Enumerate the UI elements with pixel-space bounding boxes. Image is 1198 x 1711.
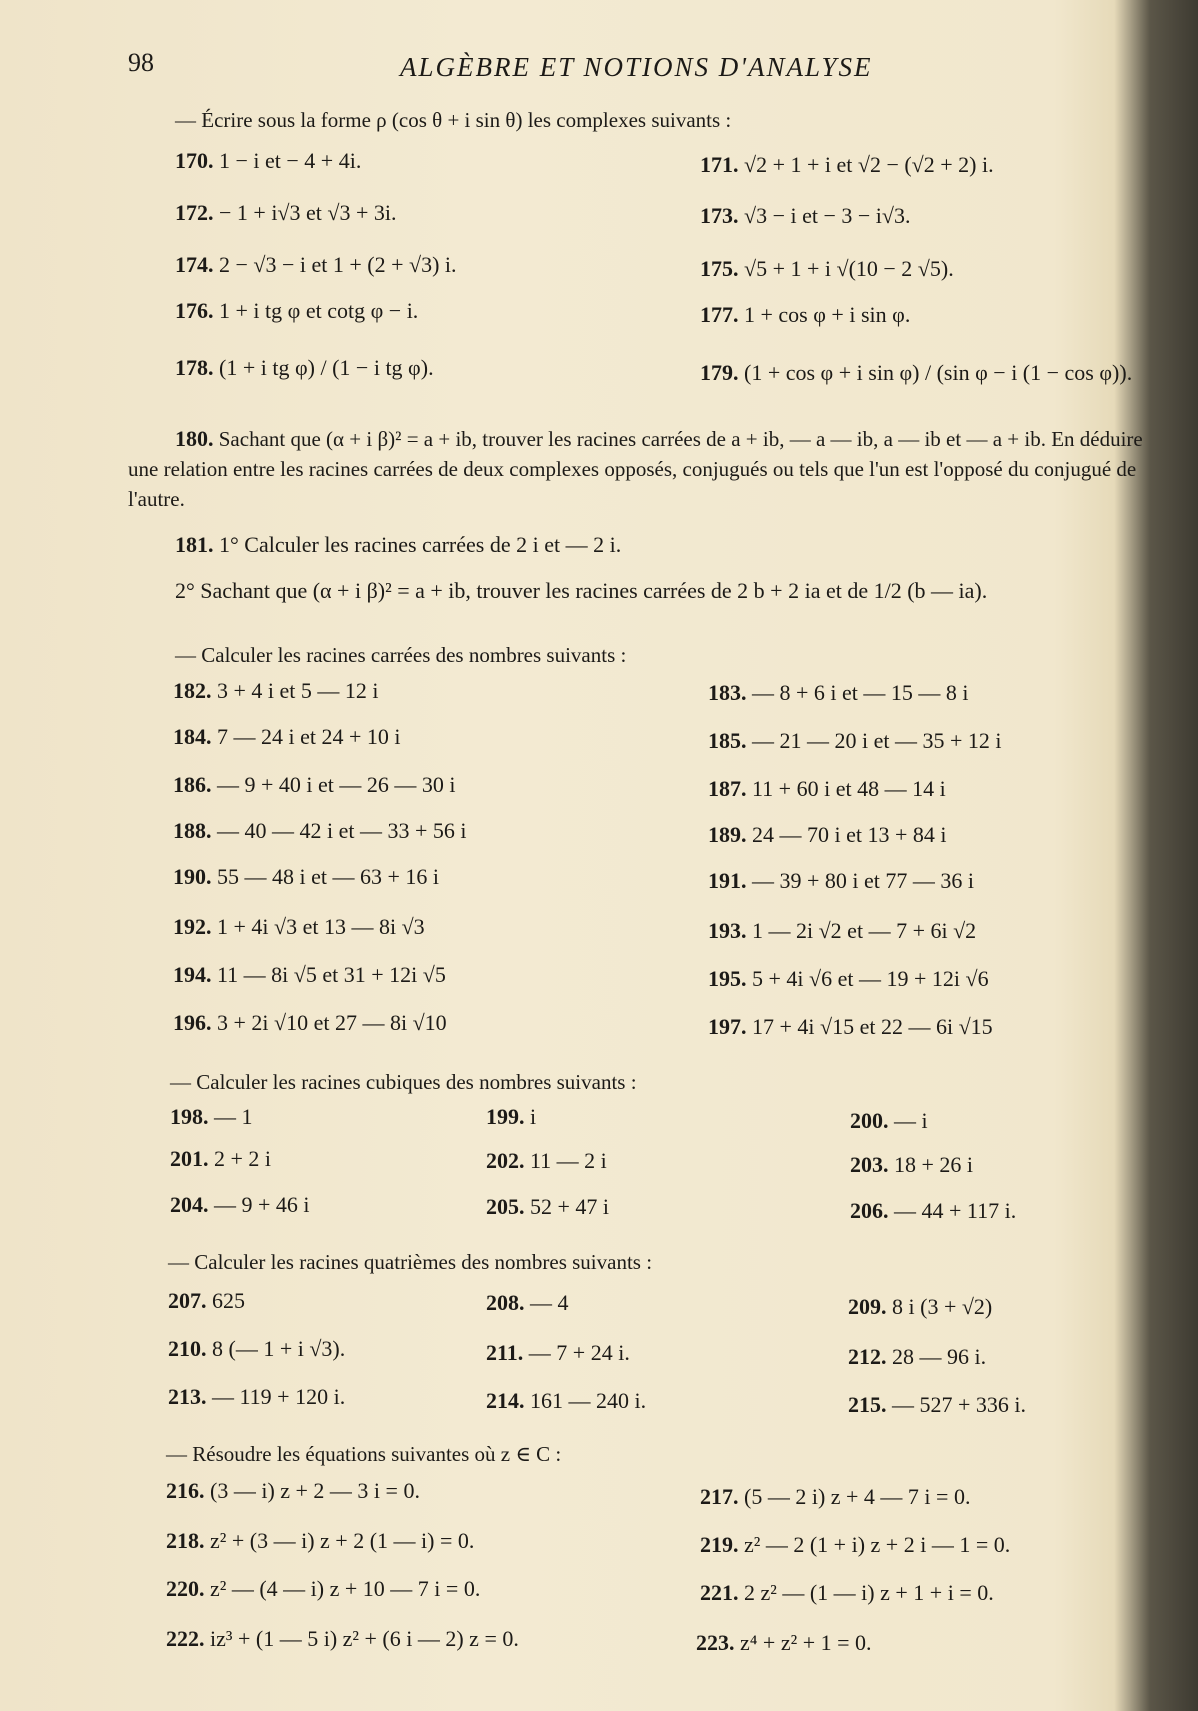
- exercise-214: 214. 161 — 240 i.: [486, 1388, 647, 1413]
- exercise-177: 177. 1 + cos φ + i sin φ.: [700, 302, 911, 327]
- exercise-198: 198. — 1: [170, 1104, 253, 1129]
- section-intro-cube-roots: — Calculer les racines cubiques des nombres suivants :: [170, 1070, 637, 1094]
- page-number: 98: [128, 48, 154, 77]
- exercise-220: 220. z² — (4 — i) z + 10 — 7 i = 0.: [166, 1576, 481, 1601]
- exercise-192: 192. 1 + 4i √3 et 13 — 8i √3: [173, 914, 425, 939]
- section-intro-polar: — Écrire sous la forme ρ (cos θ + i sin θ) les complexes suivants :: [175, 108, 732, 132]
- exercise-193: 193. 1 — 2i √2 et — 7 + 6i √2: [708, 918, 977, 943]
- exercise-175: 175. √5 + 1 + i √(10 − 2 √5).: [700, 256, 954, 281]
- exercise-222: 222. iz³ + (1 — 5 i) z² + (6 i — 2) z = 0.: [166, 1626, 519, 1651]
- exercise-200: 200. — i: [850, 1108, 928, 1133]
- exercise-203: 203. 18 + 26 i: [850, 1152, 974, 1177]
- exercise-221: 221. 2 z² — (1 — i) z + 1 + i = 0.: [700, 1580, 994, 1605]
- exercise-186: 186. — 9 + 40 i et — 26 — 30 i: [173, 772, 456, 797]
- exercise-212: 212. 28 — 96 i.: [848, 1344, 987, 1369]
- section-intro-square-roots: — Calculer les racines carrées des nombres suivants :: [175, 643, 627, 667]
- exercise-195: 195. 5 + 4i √6 et — 19 + 12i √6: [708, 966, 989, 991]
- exercise-179: 179. (1 + cos φ + i sin φ) / (sin φ − i (1 − cos φ)).: [700, 360, 1133, 385]
- exercise-217: 217. (5 — 2 i) z + 4 — 7 i = 0.: [700, 1484, 971, 1509]
- exercise-187: 187. 11 + 60 i et 48 — 14 i: [708, 776, 946, 801]
- exercise-209: 209. 8 i (3 + √2): [848, 1294, 993, 1319]
- exercise-205: 205. 52 + 47 i: [486, 1194, 610, 1219]
- exercise-202: 202. 11 — 2 i: [486, 1148, 607, 1173]
- exercise-218: 218. z² + (3 — i) z + 2 (1 — i) = 0.: [166, 1528, 475, 1553]
- exercise-184: 184. 7 — 24 i et 24 + 10 i: [173, 724, 401, 749]
- exercise-176: 176. 1 + i tg φ et cotg φ − i.: [175, 298, 419, 323]
- exercise-213: 213. — 119 + 120 i.: [168, 1384, 346, 1409]
- exercise-191: 191. — 39 + 80 i et 77 — 36 i: [708, 868, 975, 893]
- exercise-172: 172. − 1 + i√3 et √3 + 3i.: [175, 200, 397, 225]
- exercise-188: 188. — 40 — 42 i et — 33 + 56 i: [173, 818, 467, 843]
- exercise-223: 223. z⁴ + z² + 1 = 0.: [696, 1630, 872, 1655]
- exercise-201: 201. 2 + 2 i: [170, 1146, 272, 1171]
- exercise-189: 189. 24 — 70 i et 13 + 84 i: [708, 822, 947, 847]
- exercise-210: 210. 8 (— 1 + i √3).: [168, 1336, 346, 1361]
- exercise-182: 182. 3 + 4 i et 5 — 12 i: [173, 678, 379, 703]
- exercise-206: 206. — 44 + 117 i.: [850, 1198, 1017, 1223]
- exercise-181-part-2: 2° Sachant que (α + i β)² = a + ib, trouver les racines carrées de 2 b + 2 ia et de 1/2 (b — ia).: [175, 578, 988, 603]
- exercise-208: 208. — 4: [486, 1290, 569, 1315]
- exercise-215: 215. — 527 + 336 i.: [848, 1392, 1027, 1417]
- exercise-178: 178. (1 + i tg φ) / (1 − i tg φ).: [175, 355, 434, 380]
- exercise-174: 174. 2 − √3 − i et 1 + (2 + √3) i.: [175, 252, 457, 277]
- exercise-181: 181. 1° Calculer les racines carrées de 2 i et — 2 i.: [175, 532, 622, 557]
- exercise-180: 180. Sachant que (α + i β)² = a + ib, trouver les racines carrées de a + ib, — a — ib, a — ib et — a + ib. En déduire une relation entre les racines carrées de deux complexes opposés, conjugués ou tels que l'un est l'opposé du conjugué de l'autre.: [128, 426, 1143, 511]
- exercise-190: 190. 55 — 48 i et — 63 + 16 i: [173, 864, 440, 889]
- exercise-204: 204. — 9 + 46 i: [170, 1192, 310, 1217]
- section-intro-fourth-roots: — Calculer les racines quatrièmes des nombres suivants :: [168, 1250, 653, 1274]
- exercise-199: 199. i: [486, 1104, 537, 1129]
- exercise-219: 219. z² — 2 (1 + i) z + 2 i — 1 = 0.: [700, 1532, 1011, 1557]
- exercise-196: 196. 3 + 2i √10 et 27 — 8i √10: [173, 1010, 447, 1035]
- exercise-173: 173. √3 − i et − 3 − i√3.: [700, 203, 911, 228]
- page-title: ALGÈBRE ET NOTIONS D'ANALYSE: [400, 52, 873, 82]
- exercise-170: 170. 1 − i et − 4 + 4i.: [175, 148, 362, 173]
- exercise-216: 216. (3 — i) z + 2 — 3 i = 0.: [166, 1478, 420, 1503]
- exercise-183: 183. — 8 + 6 i et — 15 — 8 i: [708, 680, 969, 705]
- exercise-185: 185. — 21 — 20 i et — 35 + 12 i: [708, 728, 1002, 753]
- exercise-211: 211. — 7 + 24 i.: [486, 1340, 630, 1365]
- section-intro-equations: — Résoudre les équations suivantes où z ∈ C :: [166, 1442, 562, 1466]
- exercise-197: 197. 17 + 4i √15 et 22 — 6i √15: [708, 1014, 993, 1039]
- exercise-207: 207. 625: [168, 1288, 245, 1313]
- exercise-194: 194. 11 — 8i √5 et 31 + 12i √5: [173, 962, 446, 987]
- exercise-171: 171. √2 + 1 + i et √2 − (√2 + 2) i.: [700, 152, 994, 177]
